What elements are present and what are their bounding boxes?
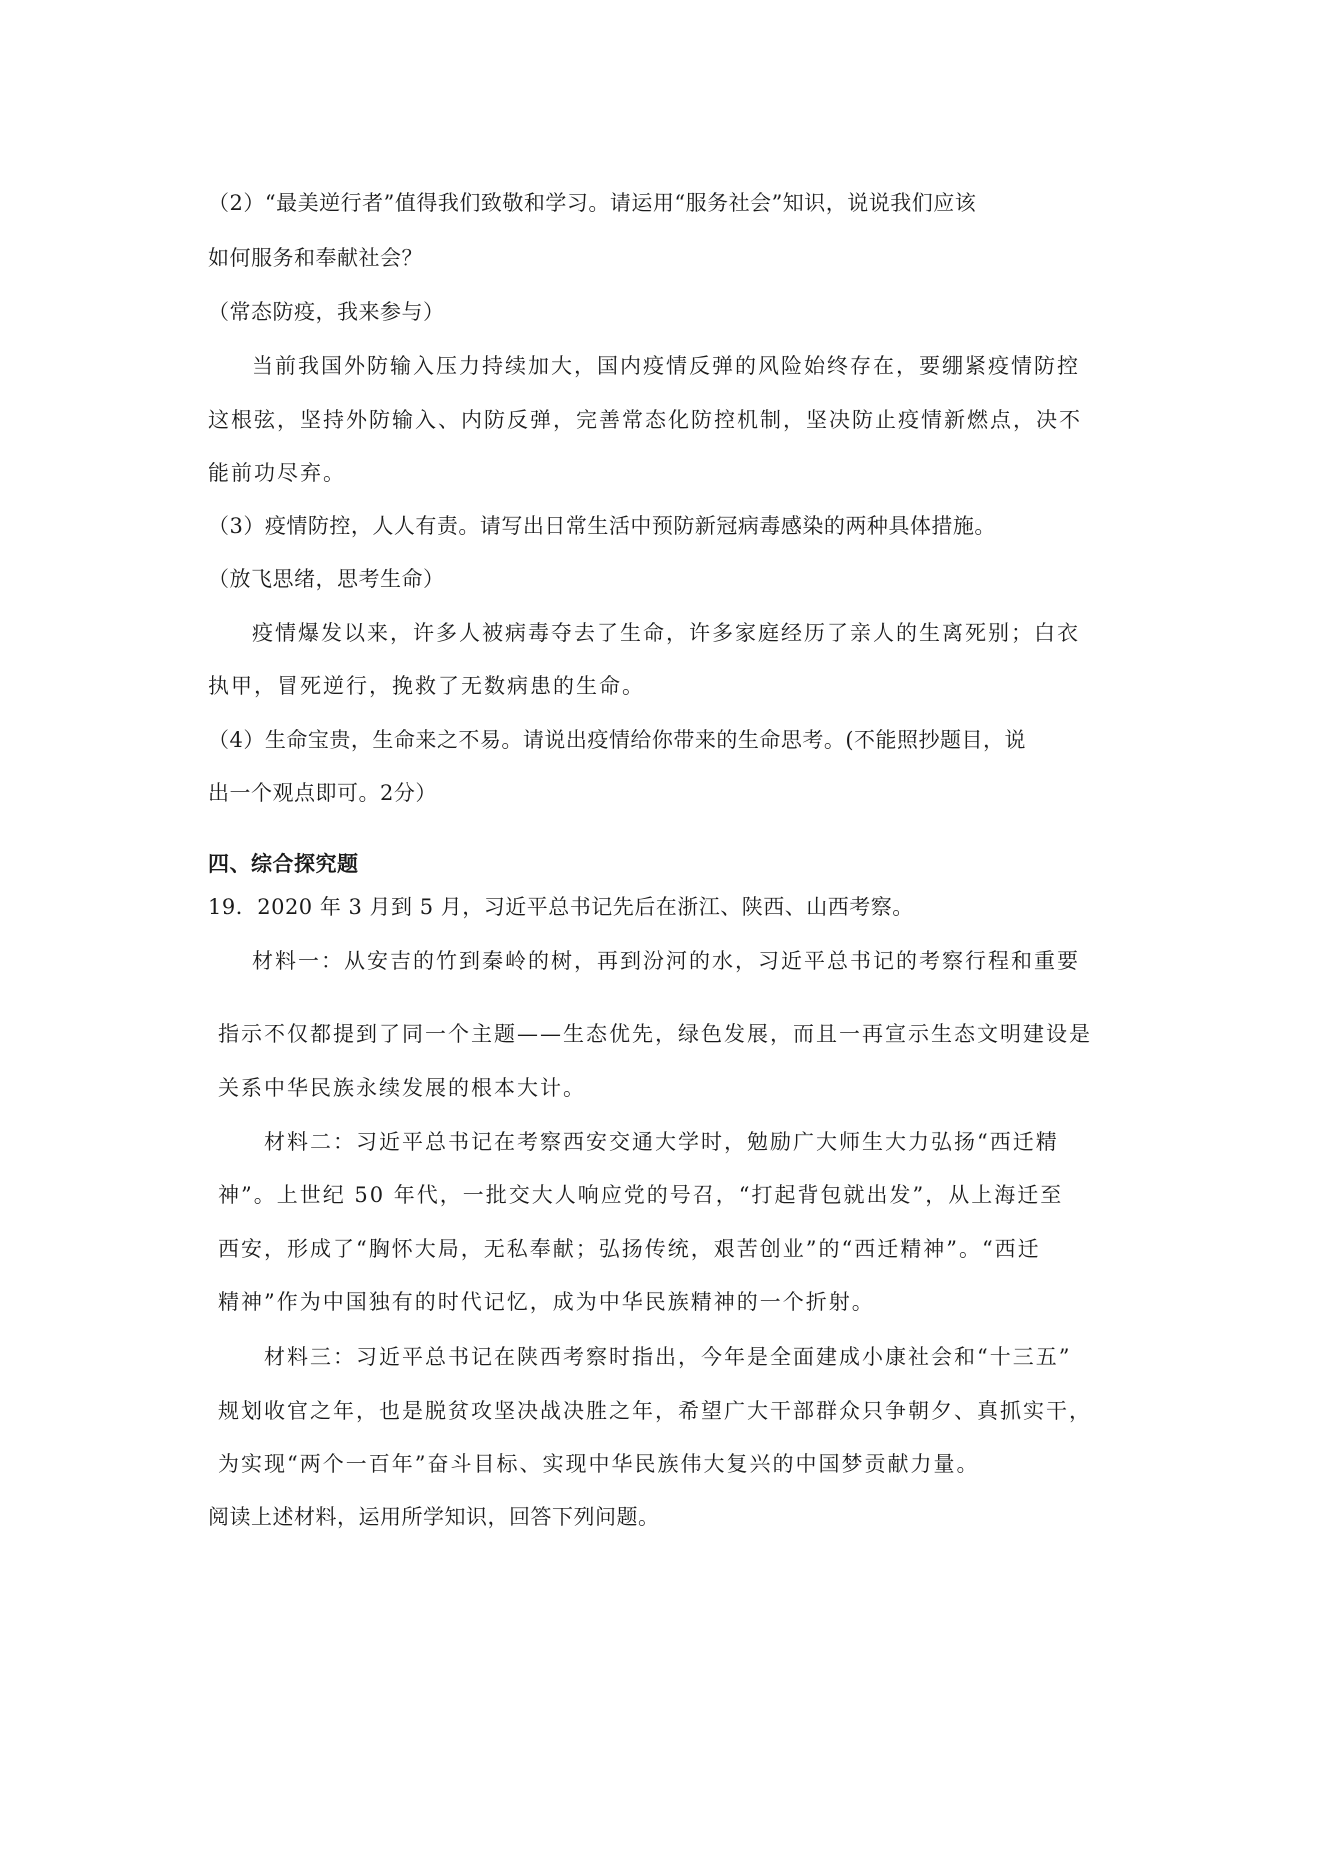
paragraph-prevention-line-2: 这根弦，坚持外防输入、内防反弹，完善常态化防控机制，坚决防止疫情新燃点，决不 [208,408,1082,432]
question-4-line-1: （4）生命宝贵，生命来之不易。请说出疫情给你带来的生命思考。(不能照抄题目，说 [208,728,1027,752]
material-3-line-1: 材料三：习近平总书记在陕西考察时指出，今年是全面建成小康社会和“十三五” [264,1345,1072,1369]
section-heading-prevention: （常态防疫，我来参与） [208,300,445,324]
paragraph-life-line-1: 疫情爆发以来，许多人被病毒夺去了生命，许多家庭经历了亲人的生离死别；白衣 [252,621,1080,645]
material-2-line-4: 精神”作为中国独有的时代记忆，成为中华民族精神的一个折射。 [218,1290,875,1314]
section-4-title: 四、综合探究题 [208,852,359,876]
material-2-line-1: 材料二：习近平总书记在考察西安交通大学时，勉励广大师生大力弘扬“西迁精 [264,1130,1059,1154]
material-3-line-3: 为实现“两个一百年”奋斗目标、实现中华民族伟大复兴的中国梦贡献力量。 [218,1452,980,1476]
material-2-line-3: 西安，形成了“胸怀大局，无私奉献；弘扬传统，艰苦创业”的“西迁精神”。“西迁 [218,1237,1041,1261]
question-2-line-2: 如何服务和奉献社会？ [208,246,423,270]
question-3: （3）疫情防控，人人有责。请写出日常生活中预防新冠病毒感染的两种具体措施。 [208,514,996,538]
reading-instruction: 阅读上述材料，运用所学知识，回答下列问题。 [208,1505,660,1529]
question-2-line-1: （2）“最美逆行者”值得我们致敬和学习。请运用“服务社会”知识，说说我们应该 [208,191,977,215]
paragraph-prevention-line-3: 能前功尽弃。 [208,461,346,485]
question-19-intro: 19．2020 年 3 月到 5 月，习近平总书记先后在浙江、陕西、山西考察。 [208,895,914,919]
paragraph-life-line-2: 执甲，冒死逆行，挽救了无数病患的生命。 [208,674,645,698]
section-heading-life: （放飞思绪，思考生命） [208,567,445,591]
question-4-line-2: 出一个观点即可。2分） [208,781,437,805]
material-1-line-2: 指示不仅都提到了同一个主题——生态优先，绿色发展，而且一再宣示生态文明建设是 [218,1022,1092,1046]
material-1-line-3: 关系中华民族永续发展的根本大计。 [218,1076,586,1100]
material-3-line-2: 规划收官之年，也是脱贫攻坚决战决胜之年，希望广大干部群众只争朝夕、真抓实干， [218,1399,1092,1423]
material-1-line-1: 材料一：从安吉的竹到秦岭的树，再到汾河的水，习近平总书记的考察行程和重要 [252,949,1080,973]
paragraph-prevention-line-1: 当前我国外防输入压力持续加大，国内疫情反弹的风险始终存在，要绷紧疫情防控 [252,354,1080,378]
material-2-line-2: 神”。上世纪 50 年代，一批交大人响应党的号召，“打起背包就出发”，从上海迁至 [218,1183,1064,1207]
